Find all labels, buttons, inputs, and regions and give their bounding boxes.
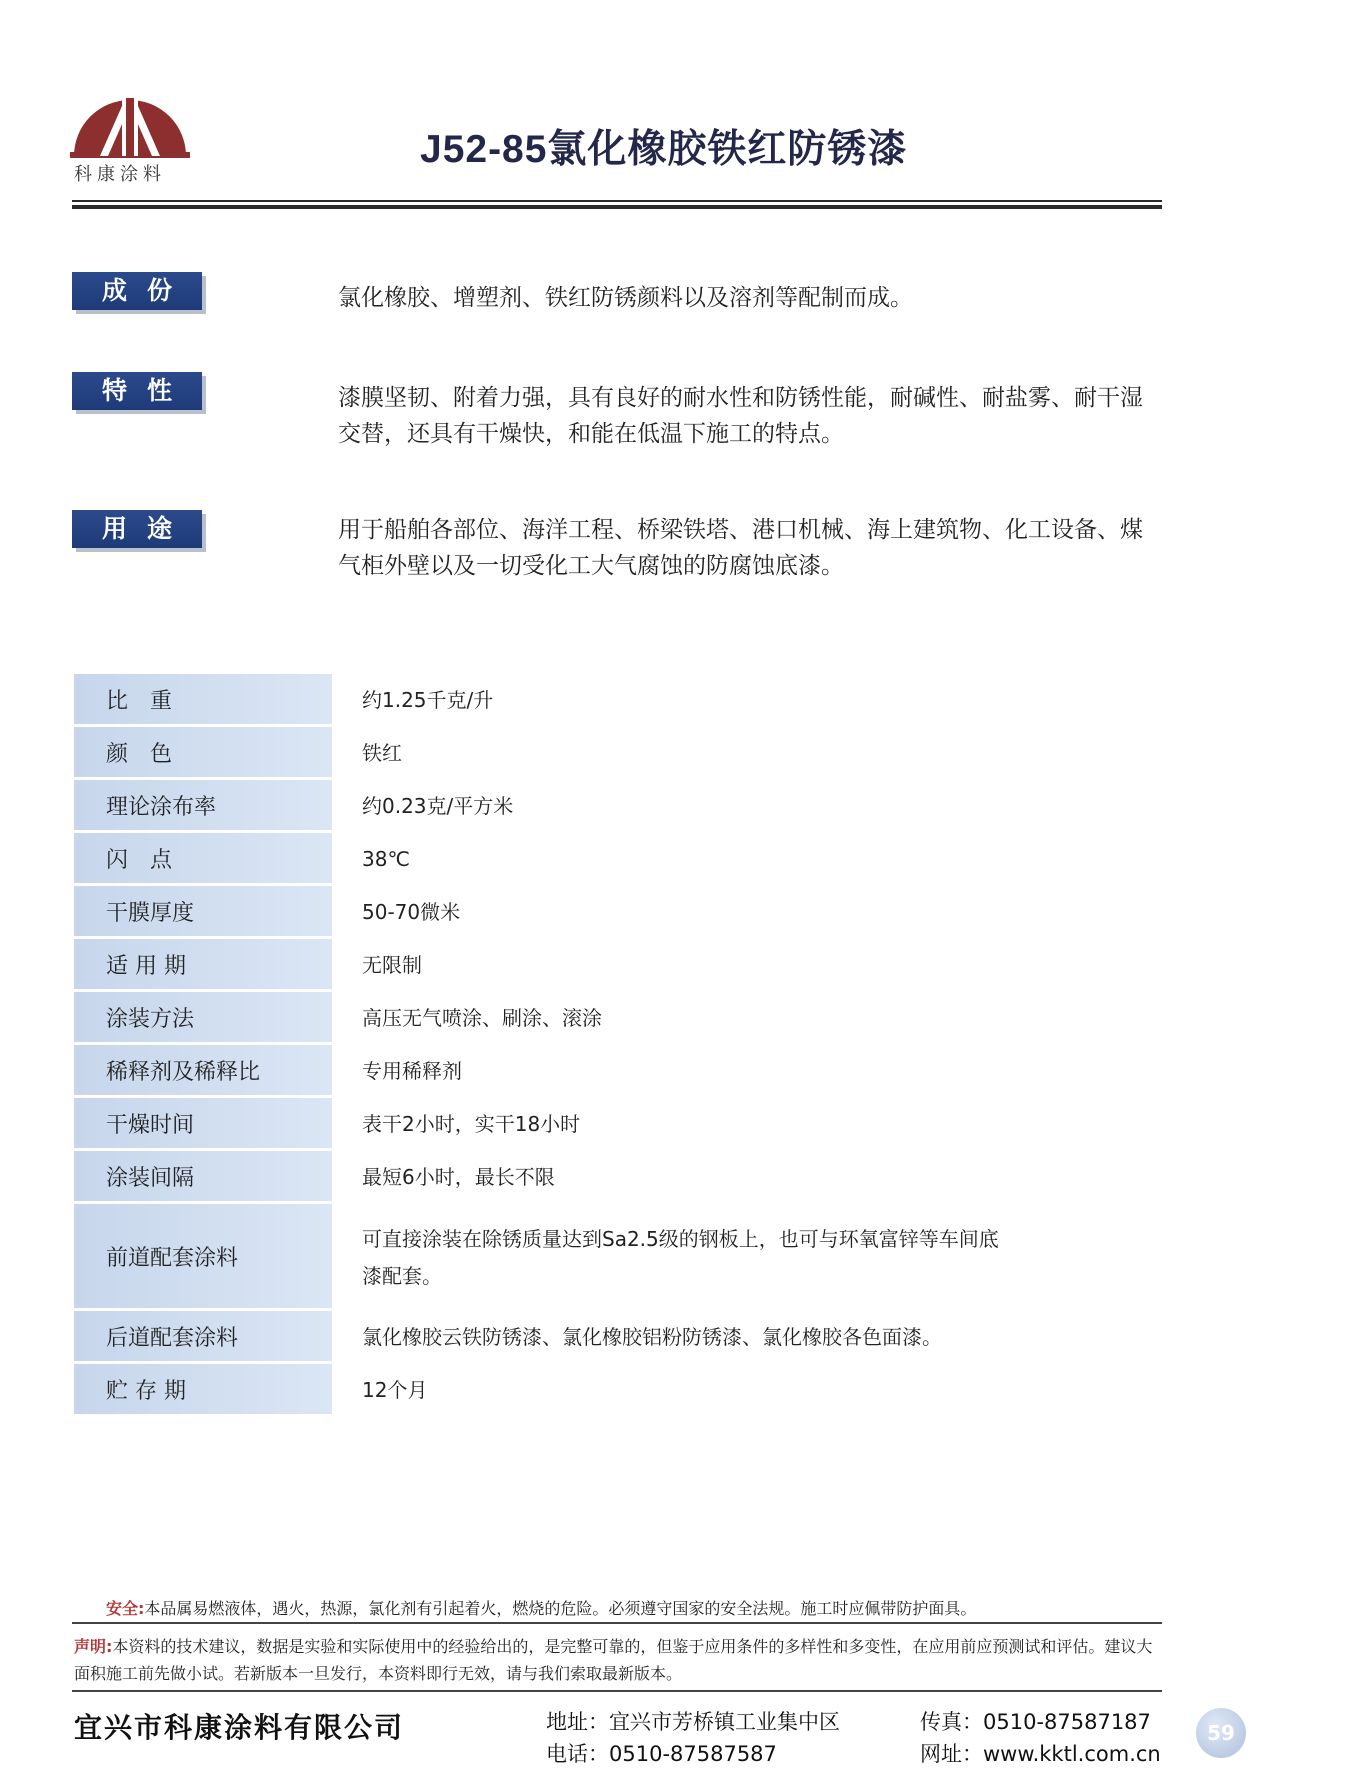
spec-value: 氯化橡胶云铁防锈漆、氯化橡胶铝粉防锈漆、氯化橡胶各色面漆。 — [362, 1325, 942, 1349]
spec-row — [74, 1364, 1164, 1417]
page-number-badge: 59 — [1196, 1708, 1246, 1758]
safety-key: 安全: — [106, 1599, 145, 1618]
spec-label: 前道配套涂料 — [74, 1204, 332, 1311]
spec-row — [74, 939, 1164, 992]
safety-text: 本品属易燃液体，遇火，热源，氯化剂有引起着火，燃烧的危险。必须遵守国家的安全法规。施工时应佩带防护面具。 — [144, 1599, 977, 1618]
footer-rule-bottom — [72, 1690, 1162, 1692]
section-text-usage: 用于船舶各部位、海洋工程、桥梁铁塔、港口机械、海上建筑物、化工设备、煤气柜外壁以及一切受化工大气腐蚀的防腐蚀底漆。 — [338, 517, 1143, 579]
spec-row — [74, 780, 1164, 833]
header-rule-thick — [72, 205, 1162, 209]
spec-label: 涂装方法 — [74, 992, 332, 1045]
spec-row — [74, 992, 1164, 1045]
company-name: 宜兴市科康涂料有限公司 — [74, 1711, 405, 1744]
spec-row — [74, 1311, 1164, 1364]
spec-label: 后道配套涂料 — [74, 1311, 332, 1364]
spec-value: 表干2小时，实干18小时 — [362, 1112, 581, 1136]
spec-label: 干膜厚度 — [74, 886, 332, 939]
section-label-usage: 用途 — [72, 510, 202, 548]
spec-row — [74, 833, 1164, 886]
spec-value: 可直接涂装在除锈质量达到Sa2.5级的钢板上，也可与环氧富锌等车间底漆配套。 — [362, 1226, 999, 1288]
header-rule-thin — [72, 200, 1162, 202]
spec-row — [74, 674, 1164, 727]
declaration-text: 本资料的技术建议，数据是实验和实际使用中的经验给出的，是完整可靠的，但鉴于应用条件的多样性和多变性，在应用前应预测试和评估。建议大面积施工前先做小试。若新版本一旦发行，本资料即行无效，请与我们索取最新版本。 — [74, 1637, 1153, 1683]
declaration-notice — [74, 1633, 1164, 1687]
section-label-composition: 成份 — [72, 272, 202, 310]
section-label-properties: 特性 — [72, 372, 202, 410]
spec-label: 干燥时间 — [74, 1098, 332, 1151]
spec-table — [74, 674, 1164, 1417]
spec-value: 50-70微米 — [362, 900, 461, 924]
spec-row — [74, 1045, 1164, 1098]
section-text-composition: 氯化橡胶、增塑剂、铁红防锈颜料以及溶剂等配制而成。 — [338, 285, 913, 311]
spec-label: 适 用 期 — [74, 939, 332, 992]
spec-value: 最短6小时，最长不限 — [362, 1165, 555, 1189]
spec-value: 无限制 — [362, 953, 422, 977]
company-phone: 电话：0510-87587587 — [546, 1742, 777, 1766]
spec-row — [74, 1151, 1164, 1204]
spec-label: 颜 色 — [74, 727, 332, 780]
section-text-properties: 漆膜坚韧、附着力强，具有良好的耐水性和防锈性能，耐碱性、耐盐雾、耐干湿交替，还具有干燥快，和能在低温下施工的特点。 — [338, 385, 1143, 447]
safety-notice — [106, 1596, 976, 1619]
spec-value: 约0.23克/平方米 — [362, 794, 514, 818]
logo-text: 科康涂料 — [74, 164, 166, 185]
spec-label: 比 重 — [74, 674, 332, 727]
spec-row — [74, 1204, 1164, 1311]
company-address: 地址：宜兴市芳桥镇工业集中区 — [546, 1710, 840, 1734]
spec-row — [74, 1098, 1164, 1151]
spec-label: 理论涂布率 — [74, 780, 332, 833]
declaration-key: 声明: — [74, 1637, 113, 1656]
spec-label: 涂装间隔 — [74, 1151, 332, 1204]
spec-value: 高压无气喷涂、刷涂、滚涂 — [362, 1006, 602, 1030]
spec-value: 12个月 — [362, 1378, 428, 1402]
spec-label: 贮 存 期 — [74, 1364, 332, 1417]
spec-value: 专用稀释剂 — [362, 1059, 462, 1083]
spec-row — [74, 886, 1164, 939]
spec-row — [74, 727, 1164, 780]
company-fax: 传真：0510-87587187 — [920, 1710, 1151, 1734]
spec-label: 闪 点 — [74, 833, 332, 886]
spec-value: 约1.25千克/升 — [362, 688, 494, 712]
spec-value: 铁红 — [362, 741, 402, 765]
company-website: 网址：www.kktl.com.cn — [920, 1742, 1161, 1766]
footer-rule-top — [72, 1622, 1162, 1624]
spec-value: 38℃ — [362, 847, 410, 871]
spec-label: 稀释剂及稀释比 — [74, 1045, 332, 1098]
page-title: J52-85氯化橡胶铁红防锈漆 — [420, 128, 908, 171]
